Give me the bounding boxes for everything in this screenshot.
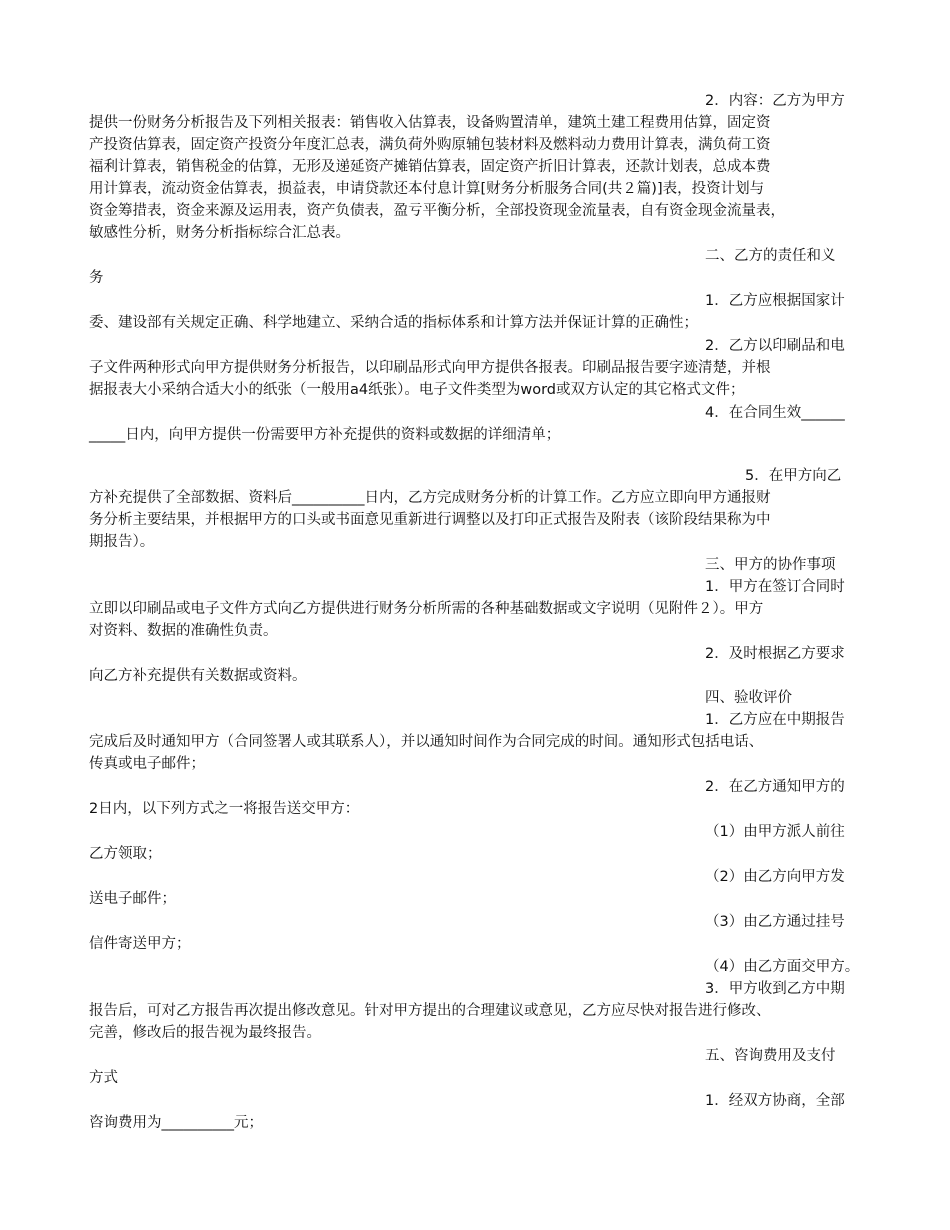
text-line: 2日内，以下列方式之一将报告送交甲方：	[89, 801, 360, 817]
text-line: 二、乙方的责任和义	[705, 248, 836, 264]
text-line: 完善，修改后的报告视为最终报告。	[89, 1025, 321, 1041]
text-line: 4．在合同生效______	[705, 405, 845, 421]
text-line: 2．及时根据乙方要求	[705, 646, 845, 662]
text-line: 5．在甲方向乙	[745, 468, 842, 484]
text-line: 送电子邮件；	[89, 891, 176, 907]
text-line: 资金筹措表，资金来源及运用表，资产负债表，盈亏平衡分析，全部投资现金流量表，自有资金现金流量表，	[89, 203, 785, 219]
text-line: （4）由乙方面交甲方。	[705, 959, 860, 975]
text-line: 咨询费用为__________元；	[89, 1115, 263, 1131]
text-line: 方式	[89, 1070, 118, 1086]
text-line: 提供一份财务分析报告及下列相关报表：销售收入估算表，设备购置清单，建筑土建工程费用估算，固定资	[89, 115, 771, 131]
text-line: 据报表大小采纳合适大小的纸张（一般用a4纸张）。电子文件类型为word或双方认定的其它格式文件；	[89, 382, 745, 398]
text-line: 委、建设部有关规定正确、科学地建立、采纳合适的指标体系和计算方法并保证计算的正确性；	[89, 315, 698, 331]
text-line: 乙方领取；	[89, 846, 162, 862]
text-line: （2）由乙方向甲方发	[705, 869, 845, 885]
text-line: 3．甲方收到乙方中期	[705, 981, 845, 997]
text-line: 立即以印刷品或电子文件方式向乙方提供进行财务分析所需的各种基础数据或文字说明（见附件２）。甲方	[89, 601, 764, 617]
text-line: _____日内，向甲方提供一份需要甲方补充提供的资料或数据的详细清单；	[89, 427, 561, 443]
text-line: 四、验收评价	[705, 690, 792, 706]
text-line: 子文件两种形式向甲方提供财务分析报告，以印刷品形式向甲方提供各报表。印刷品报告要字迹清楚，并根	[89, 360, 771, 376]
text-line: 2．在乙方通知甲方的	[705, 779, 845, 795]
text-line: 2．乙方以印刷品和电	[705, 338, 845, 354]
text-line: 传真或电子邮件；	[89, 756, 205, 772]
text-line: 1．经双方协商，全部	[705, 1093, 845, 1109]
text-line: 1．乙方应根据国家计	[705, 293, 845, 309]
text-line: 报告后，可对乙方报告再次提出修改意见。针对甲方提出的合理建议或意见，乙方应尽快对报告进行修改、	[89, 1003, 771, 1019]
text-line: 2．内容：乙方为甲方	[705, 93, 845, 109]
text-line: 方补充提供了全部数据、资料后__________日内，乙方完成财务分析的计算工作。乙方应立即向甲方通报财	[89, 490, 771, 506]
text-line: 1．乙方应在中期报告	[705, 712, 845, 728]
text-line: 信件寄送甲方；	[89, 936, 191, 952]
text-line: 完成后及时通知甲方（合同签署人或其联系人），并以通知时间作为合同完成的时间。通知形式包括电话、	[89, 734, 764, 750]
text-line: 用计算表，流动资金估算表，损益表，申请贷款还本付息计算[财务分析服务合同(共２篇)]表，投资计划与	[89, 181, 765, 197]
text-line: 对资料、数据的准确性负责。	[89, 623, 278, 639]
text-line: （1）由甲方派人前往	[705, 824, 845, 840]
text-line: 产投资估算表，固定资产投资分年度汇总表，满负荷外购原辅包装材料及燃料动力费用计算表，满负荷工资	[89, 137, 771, 153]
text-line: 福利计算表，销售税金的估算，无形及递延资产摊销估算表，固定资产折旧计算表，还款计划表，总成本费	[89, 159, 771, 175]
text-line: 务分析主要结果，并根据甲方的口头或书面意见重新进行调整以及打印正式报告及附表（该阶段结果称为中	[89, 512, 771, 528]
text-line: 务	[89, 270, 104, 286]
text-line: 1．甲方在签订合同时	[705, 579, 845, 595]
text-line: 敏感性分析，财务分析指标综合汇总表。	[89, 225, 350, 241]
text-line: 期报告）。	[89, 534, 155, 550]
text-line: 五、咨询费用及支付	[705, 1048, 836, 1064]
text-line: 三、甲方的协作事项	[705, 557, 836, 573]
text-line: （3）由乙方通过挂号	[705, 914, 845, 930]
text-line: 向乙方补充提供有关数据或资料。	[89, 668, 307, 684]
